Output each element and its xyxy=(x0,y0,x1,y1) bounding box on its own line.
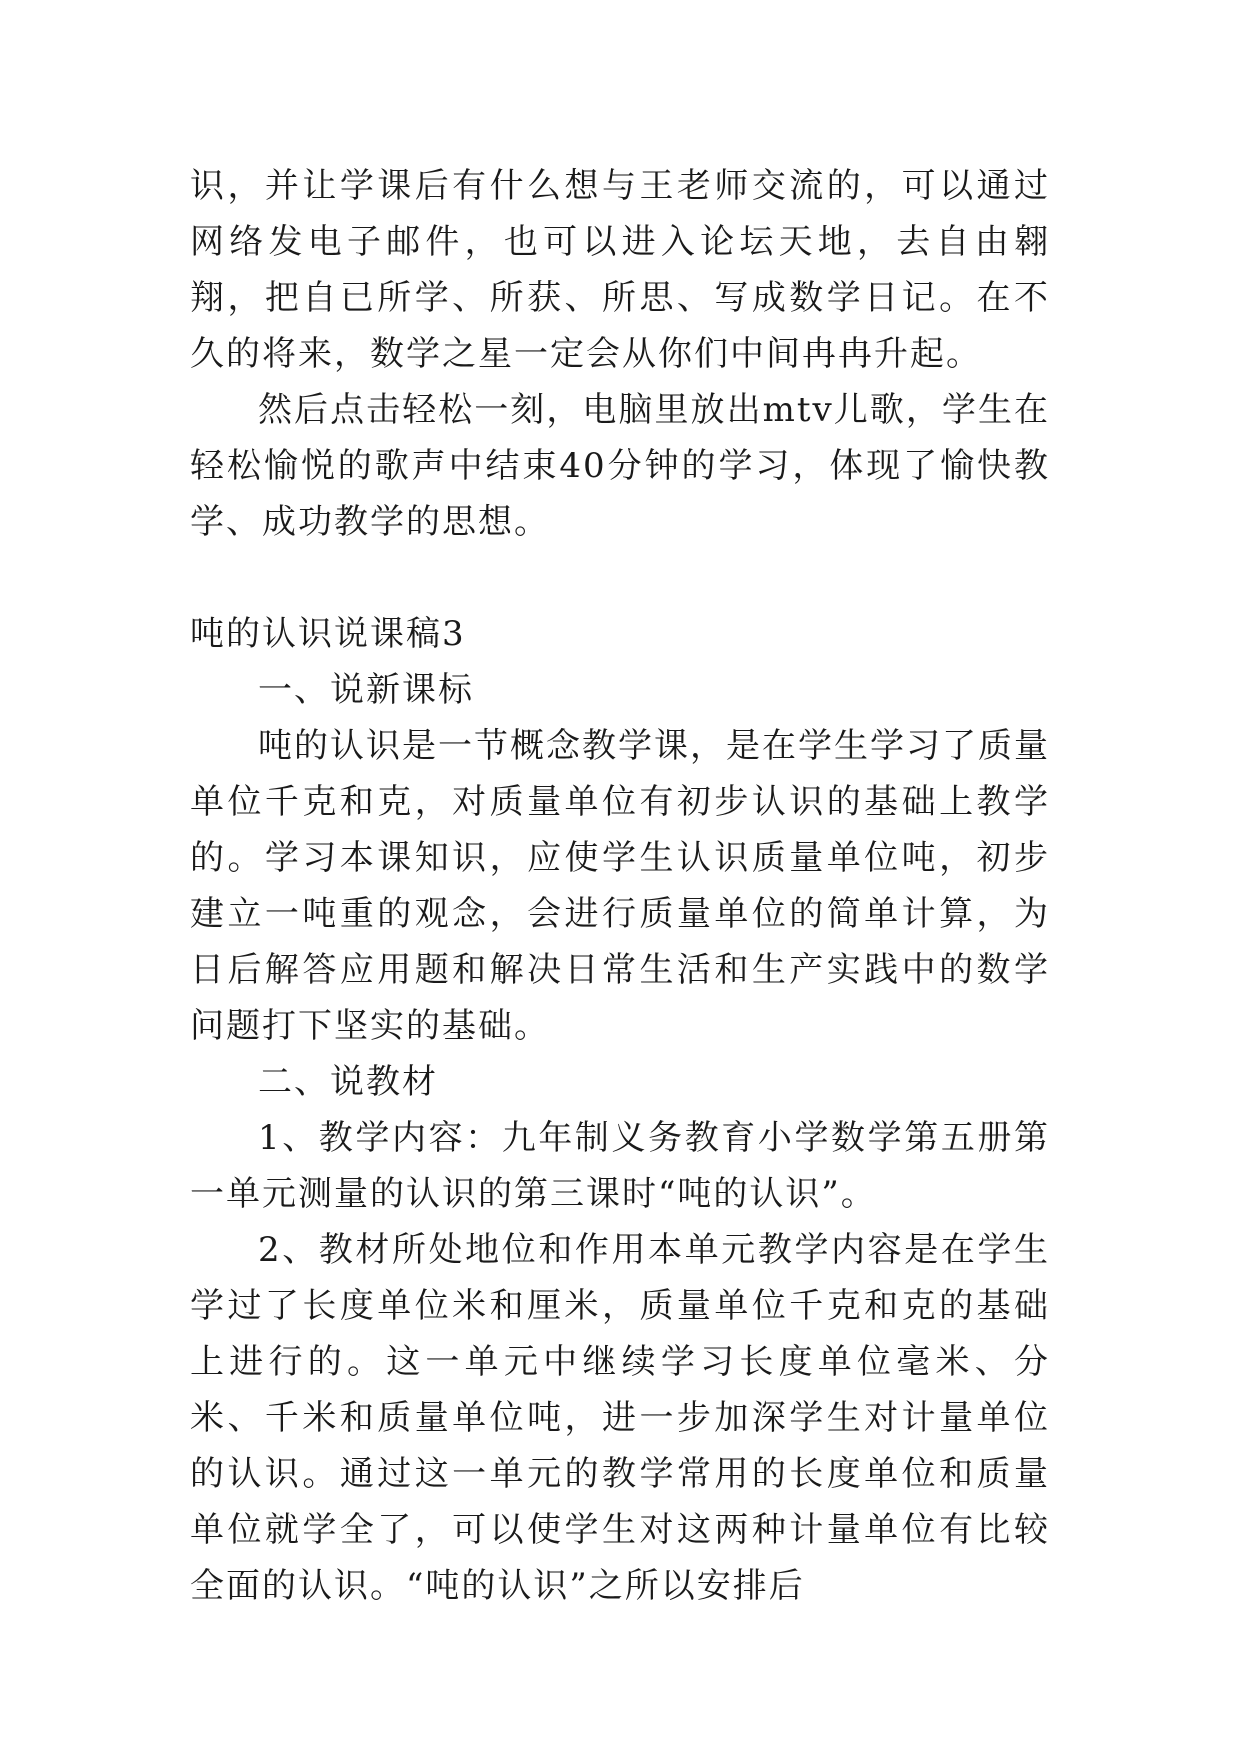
paragraph-teaching-content: 1、教学内容：九年制义务教育小学数学第五册第一单元测量的认识的第三课时“吨的认识”。 xyxy=(190,1118,1050,1214)
heading-new-curriculum: 一、说新课标 xyxy=(258,670,474,710)
heading-textbook: 二、说教材 xyxy=(258,1062,438,1102)
paragraph-curriculum: 吨的认识是一节概念教学课，是在学生学习了质量单位千克和克，对质量单位有初步认识的基础上教学的。学习本课知识，应使学生认识质量单位吨，初步建立一吨重的观念，会进行质量单位的简单计算，为日后解答应用题和解决日常生活和生产实践中的数学问题打下坚实的基础。 xyxy=(190,726,1050,1046)
section-title: 吨的认识说课稿3 xyxy=(190,614,466,654)
paragraph-gap xyxy=(190,550,1050,606)
document-body xyxy=(190,158,1050,1614)
paragraph-mtv: 然后点击轻松一刻，电脑里放出mtv儿歌，学生在轻松愉悦的歌声中结束40分钟的学习，体现了愉快教学、成功教学的思想。 xyxy=(190,390,1050,542)
paragraph-continuation: 识，并让学课后有什么想与王老师交流的，可以通过网络发电子邮件，也可以进入论坛天地，去自由翱翔，把自已所学、所获、所思、写成数学日记。在不久的将来，数学之星一定会从你们中间冉冉升起。 xyxy=(190,166,1050,374)
paragraph-textbook-role: 2、教材所处地位和作用本单元教学内容是在学生学过了长度单位米和厘米，质量单位千克和克的基础上进行的。这一单元中继续学习长度单位毫米、分米、千米和质量单位吨，进一步加深学生对计量单位的认识。通过这一单元的教学常用的长度单位和质量单位就学全了，可以使学生对这两种计量单位有比较全面的认识。“吨的认识”之所以安排后 xyxy=(190,1230,1050,1606)
